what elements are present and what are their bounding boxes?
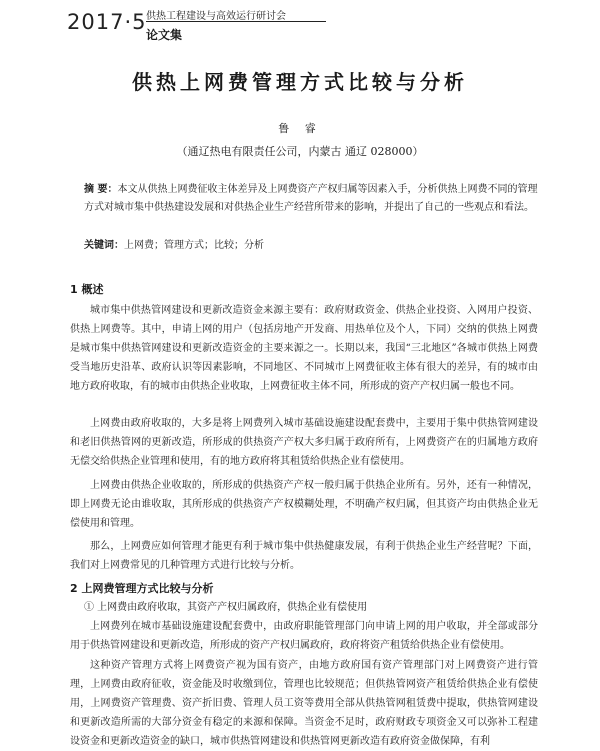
paragraph-1: 城市集中供热管网建设和更新改造资金来源主要有：政府财政资金、供热企业投资、入网用户投资、供热上网费等。其中，申请上网的用户（包括房地产开发商、用热单位及个人，下同）交纳的供热上网费是城市集中供热管网建设和更新改造资金的主要来源之一。长期以来，我国“三北地区”各城市供热上网费受当地历史沿革、政府认识等因素影响，不同地区、不同城市上网费征收主体有很大的差异，有的城市由地方政府收取，有的城市由供热企业收取，上网费征收主体不同，所形成的资产产权归属一般也不同。 [70, 305, 538, 392]
paragraph-3: 上网费由供热企业收取的，所形成的供热资产产权一般归属于供热企业所有。另外，还有一种情况，即上网费无论由谁收取，其所形成的供热资产产权模糊处理，不明确产权归属，但其资产均由供热企业无偿使用和管理。 [70, 480, 538, 529]
header-collection: 论文集 [146, 28, 183, 42]
abstract-text: 本文从供热上网费征收主体差异及上网费资产产权归属等因素入手，分析供热上网费不同的管理方式对城市集中供热建设发展和对供热企业生产经营所带来的影响，并提出了自己的一些观点和看法。 [84, 184, 538, 213]
section-2-heading: 2 上网费管理方式比较与分析 [70, 582, 214, 595]
paper-title: 供热上网费管理方式比较与分析 [132, 70, 468, 94]
keywords-label: 关键词： [84, 240, 124, 251]
keywords [84, 237, 540, 255]
header-year: 2017·5 [67, 10, 147, 34]
journal-header [40, 6, 580, 42]
paper-author: 鲁 睿 [278, 122, 322, 135]
abstract [84, 181, 540, 217]
paragraph-6: 这种资产管理方式将上网费资产视为国有资产，由地方政府国有资产管理部门对上网费资产进行管理，上网费由政府征收，资金能及时收缴到位，管理也比较规范；但供热管网资产租赁给供热企业有偿使用，上网费资产管理费、资产折旧费、管理人员工资等费用全部从供热管网租赁费中提取，供热管网建设和更新改造所需的大部分资金有稳定的来源和保障。当资金不足时，政府财政专项资金又可以弥补工程建设资金和更新改造资金的缺口，城市供热管网建设和供热管网更新改造有政府资金做保障，有利 [70, 660, 538, 747]
paragraph-4: 那么，上网费应如何管理才能更有利于城市集中供热健康发展，有利于供热企业生产经营呢？下面，我们对上网费常见的几种管理方式进行比较与分析。 [70, 541, 538, 571]
abstract-label: 摘 要： [84, 184, 118, 195]
keywords-text: 上网费；管理方式；比较；分析 [124, 240, 264, 251]
section-2-1-heading: ① 上网费由政府收取，其资产产权归属政府，供热企业有偿使用 [84, 602, 368, 613]
paragraph-5: 上网费列在城市基础设施建设配套费中，由政府职能管理部门向申请上网的用户收取，并全部或部分用于供热管网建设和更新改造，所形成的资产产权归属政府，政府将资产租赁给供热企业有偿使用。 [70, 621, 538, 651]
header-conference: 供热工程建设与高效运行研讨会 [146, 11, 286, 22]
paper-affiliation: （通辽热电有限责任公司，内蒙古 通辽 028000） [176, 145, 424, 158]
paragraph-2: 上网费由政府收取的，大多是将上网费列入城市基础设施建设配套费中，主要用于集中供热管网建设和老旧供热管网的更新改造，所形成的供热资产产权大多归属于政府所有，上网费资产在的归属地方政府无偿交给供热企业管理和使用，有的地方政府将其租赁给供热企业有偿使用。 [70, 418, 538, 467]
section-1-heading: 1 概述 [70, 283, 104, 296]
header-rule [146, 21, 326, 22]
